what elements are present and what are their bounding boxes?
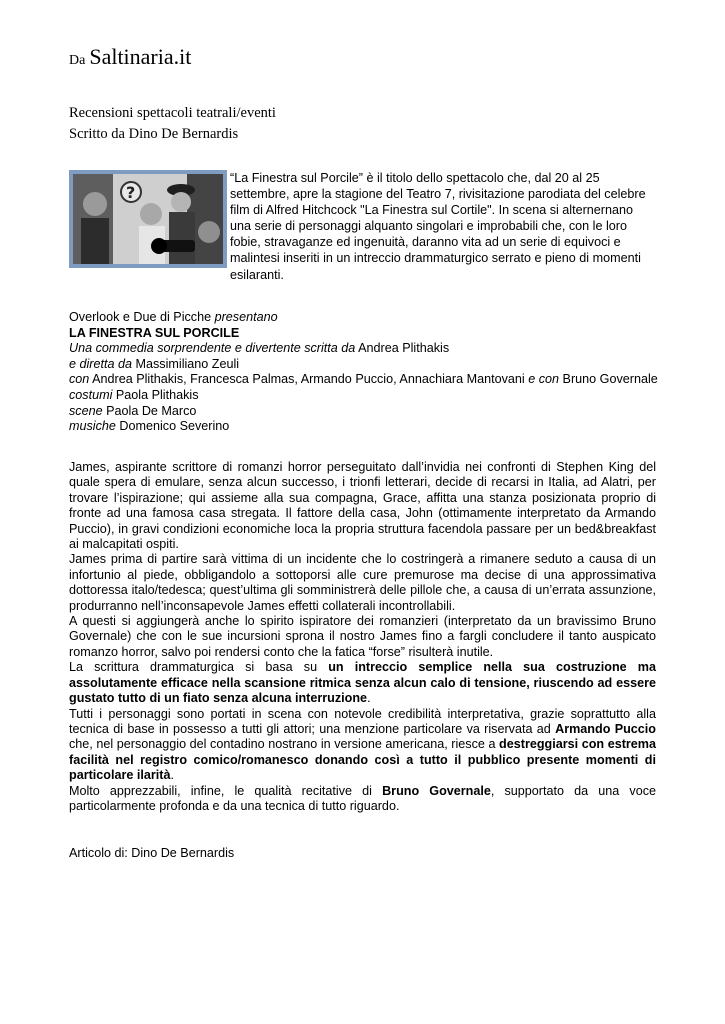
show-title-text: LA FINESTRA SUL PORCILE — [69, 325, 240, 340]
body-paragraph-2: James prima di partire sarà vittima di un incidente che lo costringerà a rimanere seduto a causa di un infortunio al piede, obbligandolo a sottoporsi alle cure premurose ma decise di una approssimativa dottoressa italo/tedesca; quest’ultima gli somministrerà delle pillole che, a causa di un’errata assunzione, produrranno nell’inconsapevole James effetti collaterali incontrollabili. — [69, 552, 656, 613]
costumes-label: costumi — [69, 387, 113, 402]
p5-end: . — [170, 768, 174, 783]
credits-cast-line — [69, 372, 659, 388]
cast-prefix: con — [69, 372, 90, 387]
source-line — [69, 44, 191, 70]
article-category: Recensioni spettacoli teatrali/eventi — [69, 105, 276, 121]
p6-start: Molto apprezzabili, infine, le qualità recitative di — [69, 783, 383, 798]
credits-producers-line — [69, 310, 659, 326]
cast-and: e con — [528, 372, 560, 387]
p6-highlight-actor: Bruno Governale — [382, 783, 491, 798]
body-paragraph-5 — [69, 707, 656, 784]
article-byline: Scritto da Dino De Bernardis — [69, 126, 239, 142]
music: Domenico Severino — [119, 419, 230, 434]
p5-mid: che, nel personaggio del contadino nostrano in versione americana, riesce a — [69, 737, 500, 752]
source-prefix: Da — [69, 53, 86, 68]
cast-last: Bruno Governale — [562, 372, 658, 387]
director: Massimiliano Zeuli — [135, 356, 240, 371]
music-label: musiche — [69, 419, 116, 434]
credits-director-line — [69, 357, 659, 373]
p4-start: La scrittura drammaturgica si basa su — [69, 660, 329, 675]
producers: Overlook e Due di Picche — [69, 310, 212, 324]
cast-main: Andrea Plithakis, Francesca Palmas, Armando Puccio, Annachiara Mantovani — [92, 372, 525, 387]
article-signature: Articolo di: Dino De Bernardis — [69, 846, 235, 860]
source-site-name: Saltinaria.it — [89, 44, 192, 69]
credits-costumes-line — [69, 388, 659, 404]
scenes-label: scene — [69, 403, 103, 418]
credits-writer-line — [69, 341, 659, 357]
credits-music-line — [69, 419, 659, 435]
article-body — [69, 460, 656, 814]
body-paragraph-6 — [69, 784, 656, 815]
body-paragraph-3: A questi si aggiungerà anche lo spirito ispiratore dei romanzieri (interpretato da un bravissimo Bruno Governale) che con le sue incursioni sprona il nostro James fino a fargli concludere il tanto auspicato romanzo horror, salvo poi rendersi conto che la fatica “forse” risulterà inutile. — [69, 614, 656, 659]
writer: Andrea Plithakis — [358, 341, 450, 356]
show-title — [69, 326, 659, 342]
p5-start: Tutti i personaggi sono portati in scena con notevole credibilità interpretativa, grazie soprattutto alla tecnica di base in possesso a tutti gli attori; una menzione particolare va riservata ad — [69, 706, 656, 736]
presents-label: presentano — [214, 310, 278, 324]
p6-end: , supportato da una voce particolarmente profonda e da una tecnica di tutto riguardo. — [69, 783, 656, 813]
subtitle-prefix: Una commedia sorprendente e divertente scritta da — [69, 341, 356, 356]
credits-scenes-line — [69, 404, 659, 420]
question-mark-text: ? — [126, 183, 136, 202]
p4-highlight: un intreccio semplice nella sua costruzione ma assolutamente efficace nella scansione ritmica senza alcun calo di tensione, riuscendo ad essere gustato tutto di un fiato senza alcuna interruzione — [69, 660, 656, 706]
cast-photo-icon — [69, 170, 227, 268]
show-credits — [69, 310, 659, 435]
scenes: Paola De Marco — [106, 403, 197, 418]
p5-highlight-actor: Armando Puccio — [555, 721, 656, 736]
body-paragraph-4 — [69, 660, 656, 706]
intro-paragraph: “La Finestra sul Porcile” è il titolo dello spettacolo che, dal 20 al 25 settembre, apre la stagione del Teatro 7, rivisitazione parodiata del celebre film di Alfred Hitchcock "La Finestra sul Cortile". In scena si alternernano una serie di personaggi alquanto singolari e improbabili che, con le loro fobie, stravaganze ed ingenuità, daranno vita ad un serie di equivoci e malintesi inseriti in un intreccio drammaturgico serrato e pieno di momenti esilaranti. — [230, 171, 646, 282]
directed-prefix: e diretta da — [69, 356, 133, 371]
p4-end: . — [367, 691, 371, 706]
cast-photo — [69, 170, 227, 268]
p5-highlight-praise: destreggiarsi con estrema facilità nel registro comico/romanesco donando così a tutto il pubblico presente momenti di particolare ilarità — [69, 737, 656, 783]
body-paragraph-1: James, aspirante scrittore di romanzi horror perseguitato dall’invidia nei confronti di Stephen King del quale spera di emulare, senza alcun successo, i trionfi letterari, decide di recarsi in Italia, ad Alatri, per trovare l’ispirazione; qui assieme alla sua compagna, Grace, affitta una stanza posizionata proprio di fronte ad una famosa casa stregata. Il fattore della casa, John (ottimamente interpretato da Armando Puccio), in gravi condizioni economiche loca la propria struttura facendola passare per un bed&breakfast ai malcapitati ospiti. — [69, 460, 656, 552]
costumes: Paola Plithakis — [115, 387, 199, 402]
